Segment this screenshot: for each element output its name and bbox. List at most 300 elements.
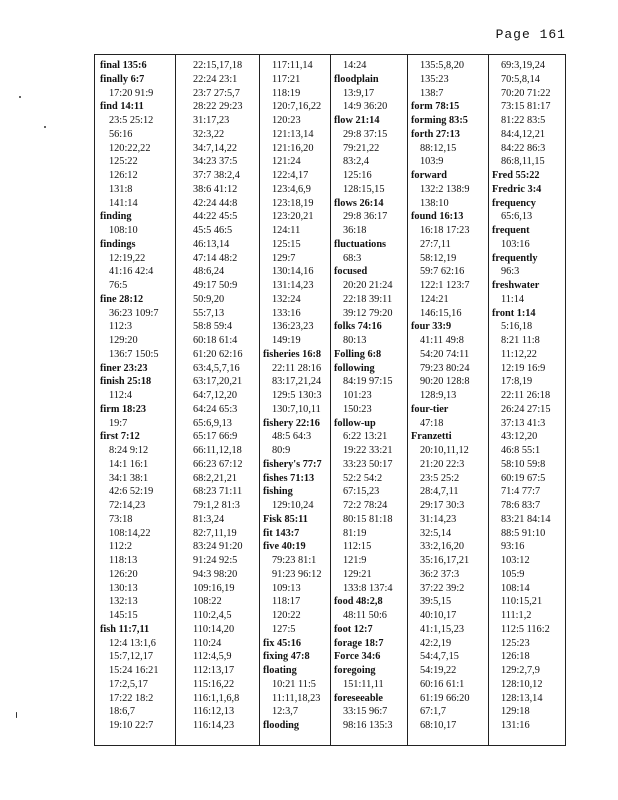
index-reference: 32:3,22	[193, 128, 225, 140]
index-reference: 108:14,22	[109, 527, 151, 539]
scan-speck	[19, 96, 21, 98]
index-reference: 12:3,7	[272, 706, 299, 718]
index-reference: 28:4,7,11	[420, 486, 459, 498]
index-heading: find 14:11	[100, 101, 144, 113]
index-reference: 79:23 80:24	[420, 362, 470, 374]
index-heading: final 135:6	[100, 60, 147, 71]
index-reference: 121:13,14	[272, 128, 314, 140]
index-heading: focused	[334, 266, 368, 278]
index-reference: 141:14	[109, 197, 138, 209]
index-reference: 118:13	[109, 555, 138, 566]
index-reference: 15:24 16:21	[109, 665, 159, 676]
index-reference: 110:14,20	[193, 623, 235, 635]
index-reference: 129:20	[109, 335, 138, 346]
index-reference: 110:2,4,5	[193, 610, 232, 621]
index-reference: 46:8 55:1	[501, 445, 541, 456]
index-heading: floodplain	[334, 73, 379, 85]
index-reference: 64:24 65:3	[193, 403, 238, 415]
index-reference: 42:2,19	[420, 637, 452, 649]
index-reference: 69:3,19,24	[501, 60, 546, 71]
index-reference: 146:15,16	[420, 307, 462, 319]
index-reference: 29:8 37:15	[343, 128, 388, 140]
index-reference: 39:5,15	[420, 596, 452, 608]
index-reference: 129:7	[272, 252, 296, 264]
index-reference: 41:1,15,23	[420, 623, 465, 635]
index-reference: 126:20	[109, 568, 138, 580]
index-reference: 128:9,13	[420, 390, 457, 401]
index-reference: 103:12	[501, 555, 530, 566]
index-reference: 112:5 116:2	[501, 623, 550, 635]
index-reference: 6:22 13:21	[343, 431, 388, 443]
index-reference: 123:20,21	[272, 211, 314, 223]
index-heading: finish 25:18	[100, 376, 152, 388]
index-reference: 28:22 29:23	[193, 101, 243, 113]
index-reference: 112:4,5,9	[193, 651, 232, 663]
index-reference: 27:7,11	[420, 238, 451, 250]
index-reference: 8:21 11:8	[501, 335, 540, 346]
index-reference: 15:7,12,17	[109, 651, 154, 663]
index-heading: Folling 6:8	[334, 348, 382, 360]
index-reference: 23:5 25:12	[109, 115, 154, 126]
index-reference: 110:24	[193, 637, 222, 649]
index-reference: 61:19 66:20	[420, 692, 470, 704]
index-reference: 68:10,17	[420, 720, 457, 731]
index-reference: 108:10	[109, 225, 138, 236]
index-reference: 71:4 77:7	[501, 486, 541, 498]
index-column-5	[411, 59, 487, 733]
index-reference: 81:19	[343, 527, 367, 539]
index-reference: 123:18,19	[272, 197, 314, 209]
index-reference: 98:16 135:3	[343, 720, 393, 731]
index-reference: 136:7 150:5	[109, 348, 159, 360]
index-reference: 48:5 64:3	[272, 431, 312, 443]
index-reference: 128:15,15	[343, 183, 385, 195]
index-reference: 11:11,18,23	[272, 692, 321, 704]
index-reference: 125:22	[109, 156, 138, 168]
index-reference: 36:23 109:7	[109, 307, 159, 319]
index-reference: 138:10	[420, 197, 449, 209]
index-reference: 130:13	[109, 582, 138, 594]
index-reference: 109:13	[272, 582, 301, 594]
index-reference: 60:16 61:1	[420, 678, 465, 690]
index-reference: 73:15 81:17	[501, 101, 551, 113]
index-reference: 117:21	[272, 73, 301, 85]
index-heading: four 33:9	[411, 321, 452, 333]
index-reference: 13:9,17	[343, 87, 375, 99]
index-reference: 60:18 61:4	[193, 335, 238, 346]
index-reference: 64:7,12,20	[193, 390, 238, 401]
index-reference: 14:1 16:1	[109, 458, 149, 470]
index-reference: 68:23 71:11	[193, 486, 243, 498]
index-reference: 21:20 22:3	[420, 458, 465, 470]
index-reference: 130:7,10,11	[272, 403, 321, 415]
index-column-2	[184, 59, 258, 733]
index-heading: frequent	[492, 225, 530, 236]
index-heading: flows 26:14	[334, 197, 384, 209]
index-reference: 145:15	[109, 610, 138, 621]
index-reference: 65:6,9,13	[193, 417, 232, 429]
index-reference: 149:19	[272, 335, 301, 346]
index-reference: 91:24 92:5	[193, 555, 238, 566]
index-reference: 19:7	[109, 417, 128, 429]
index-heading: follow-up	[334, 417, 376, 429]
index-heading: forage 18:7	[334, 637, 384, 649]
index-heading: frequently	[492, 252, 538, 264]
index-reference: 29:17 30:3	[420, 500, 465, 511]
index-reference: 93:16	[501, 541, 525, 553]
index-heading: finally 6:7	[100, 73, 145, 85]
index-reference: 118:19	[272, 87, 301, 99]
index-reference: 131:14,23	[272, 280, 314, 291]
index-reference: 116:12,13	[193, 706, 235, 718]
index-reference: 58:10 59:8	[501, 458, 546, 470]
index-reference: 61:20 62:16	[193, 348, 243, 360]
index-heading: fishing	[263, 486, 293, 498]
index-reference: 91:23 96:12	[272, 568, 322, 580]
index-heading: fishery 22:16	[263, 417, 320, 429]
index-reference: 90:20 128:8	[420, 376, 470, 388]
index-reference: 22:24 23:1	[193, 73, 238, 85]
index-reference: 108:22	[193, 596, 222, 608]
index-reference: 17:20 91:9	[109, 87, 154, 99]
index-reference: 132:2 138:9	[420, 183, 470, 195]
index-reference: 49:17 50:9	[193, 280, 238, 291]
index-reference: 129:2,7,9	[501, 665, 540, 676]
index-heading: firm 18:23	[100, 403, 147, 415]
index-reference: 50:9,20	[193, 293, 225, 305]
index-heading: Force 34:6	[334, 651, 381, 663]
index-reference: 120:7,16,22	[272, 101, 322, 113]
index-reference: 72:2 78:24	[343, 500, 388, 511]
index-reference: 29:8 36:17	[343, 211, 388, 223]
index-reference: 41:11 49:8	[420, 335, 464, 346]
scan-speck	[16, 712, 17, 718]
index-reference: 112:15	[343, 541, 372, 553]
index-reference: 5:16,18	[501, 321, 533, 333]
index-reference: 34:23 37:5	[193, 156, 238, 168]
index-reference: 11:14	[501, 293, 525, 305]
index-reference: 22:15,17,18	[193, 60, 243, 71]
index-reference: 22:18 39:11	[343, 293, 393, 305]
index-heading: found 16:13	[411, 211, 464, 223]
index-reference: 37:22 39:2	[420, 582, 465, 594]
index-reference: 133:16	[272, 307, 301, 319]
index-heading: Fisk 85:11	[263, 513, 308, 525]
index-reference: 20:20 21:24	[343, 280, 393, 291]
index-column-4	[334, 59, 406, 733]
index-heading: following	[334, 362, 375, 374]
index-heading: foregoing	[334, 665, 376, 676]
index-reference: 112:2	[109, 541, 133, 553]
index-reference: 86:8,11,15	[501, 156, 545, 168]
index-heading: Fred 55:22	[492, 170, 540, 181]
index-reference: 150:23	[343, 403, 372, 415]
index-reference: 129:5 130:3	[272, 390, 322, 401]
index-reference: 125:16	[343, 170, 372, 181]
index-reference: 11:12,22	[501, 348, 537, 360]
index-heading: folks 74:16	[334, 321, 382, 333]
index-reference: 124:21	[420, 293, 449, 305]
index-reference: 138:7	[420, 87, 444, 99]
index-reference: 132:24	[272, 293, 301, 305]
index-reference: 135:5,8,20	[420, 60, 465, 71]
index-reference: 136:23,23	[272, 321, 314, 333]
index-heading: four-tier	[411, 403, 449, 415]
index-reference: 79:1,2 81:3	[193, 500, 240, 511]
index-reference: 126:12	[109, 170, 138, 181]
index-table	[94, 54, 566, 746]
index-reference: 83:17,21,24	[272, 376, 322, 388]
index-reference: 129:21	[343, 568, 372, 580]
index-reference: 83:24 91:20	[193, 541, 243, 553]
column-divider	[259, 55, 260, 745]
index-reference: 33:23 50:17	[343, 458, 393, 470]
index-reference: 42:6 52:19	[109, 486, 154, 498]
index-reference: 8:24 9:12	[109, 445, 149, 456]
index-reference: 103:16	[501, 238, 530, 250]
index-reference: 63:17,20,21	[193, 376, 243, 388]
index-reference: 76:5	[109, 280, 128, 291]
index-reference: 135:23	[420, 73, 449, 85]
index-reference: 20:10,11,12	[420, 445, 469, 456]
index-reference: 12:4 13:1,6	[109, 637, 156, 649]
index-reference: 79:21,22	[343, 142, 380, 154]
index-heading: Franzetti	[411, 431, 452, 443]
index-heading: foreseeable	[334, 692, 383, 704]
index-heading: forth 27:13	[411, 128, 460, 140]
index-reference: 33:2,16,20	[420, 541, 465, 553]
index-reference: 79:23 81:1	[272, 555, 317, 566]
index-reference: 66:23 67:12	[193, 458, 243, 470]
index-reference: 105:9	[501, 568, 525, 580]
index-reference: 59:7 62:16	[420, 266, 465, 278]
index-reference: 36:2 37:3	[420, 568, 460, 580]
index-reference: 103:9	[420, 156, 444, 168]
index-reference: 133:8 137:4	[343, 582, 393, 594]
index-reference: 66:11,12,18	[193, 445, 242, 456]
index-reference: 128:10,12	[501, 678, 543, 690]
index-reference: 94:3 98:20	[193, 568, 238, 580]
index-reference: 32:5,14	[420, 527, 452, 539]
index-reference: 48:6,24	[193, 266, 225, 278]
index-reference: 101:23	[343, 390, 372, 401]
index-heading: fishes 71:13	[263, 472, 315, 484]
index-reference: 17:8,19	[501, 376, 533, 388]
index-reference: 58:8 59:4	[193, 321, 233, 333]
index-reference: 54:20 74:11	[420, 348, 470, 360]
index-reference: 131:16	[501, 720, 530, 731]
index-reference: 129:10,24	[272, 500, 314, 511]
index-heading: fish 11:7,11	[100, 623, 150, 635]
index-reference: 108:14	[501, 582, 530, 594]
index-reference: 70:20 71:22	[501, 87, 551, 99]
index-reference: 19:22 33:21	[343, 445, 393, 456]
index-reference: 23:5 25:2	[420, 472, 460, 484]
index-heading: five 40:19	[263, 541, 306, 553]
index-heading: floating	[263, 665, 297, 676]
index-reference: 17:22 18:2	[109, 692, 154, 704]
index-heading: forming 83:5	[411, 115, 468, 126]
index-reference: 151:11,11	[343, 678, 384, 690]
index-reference: 38:6 41:12	[193, 183, 238, 195]
index-reference: 115:16,22	[193, 678, 235, 690]
index-heading: finding	[100, 211, 132, 223]
index-reference: 16:18 17:23	[420, 225, 470, 236]
index-reference: 58:12,19	[420, 252, 457, 264]
index-reference: 110:15,21	[501, 596, 543, 608]
index-reference: 82:7,11,19	[193, 527, 237, 539]
index-reference: 88:5 91:10	[501, 527, 546, 539]
index-reference: 31:17,23	[193, 115, 230, 126]
index-reference: 81:3,24	[193, 513, 225, 525]
index-reference: 18:6,7	[109, 706, 136, 718]
index-reference: 67:15,23	[343, 486, 380, 498]
index-reference: 31:14,23	[420, 513, 457, 525]
index-reference: 130:14,16	[272, 266, 314, 278]
index-column-3	[263, 59, 329, 733]
index-reference: 48:11 50:6	[343, 610, 387, 621]
index-reference: 116:14,23	[193, 720, 235, 731]
index-reference: 37:7 38:2,4	[193, 170, 240, 181]
index-heading: Fredric 3:4	[492, 183, 542, 195]
index-reference: 70:5,8,14	[501, 73, 540, 85]
page-number: Page 161	[495, 27, 566, 42]
column-divider	[407, 55, 408, 745]
index-reference: 84:4,12,21	[501, 128, 546, 140]
column-divider	[330, 55, 331, 745]
index-heading: fit 143:7	[263, 527, 300, 539]
index-reference: 12:19,22	[109, 252, 146, 264]
index-reference: 111:1,2	[501, 610, 532, 621]
index-reference: 126:18	[501, 651, 530, 663]
index-reference: 14:24	[343, 60, 367, 71]
index-reference: 112:3	[109, 321, 133, 333]
index-heading: fix 45:16	[263, 637, 302, 649]
index-reference: 96:3	[501, 266, 520, 278]
index-reference: 47:18	[420, 417, 444, 429]
index-reference: 122:1 123:7	[420, 280, 470, 291]
index-reference: 109:16,19	[193, 582, 235, 594]
index-reference: 60:19 67:5	[501, 472, 546, 484]
index-heading: findings	[100, 238, 136, 250]
index-reference: 127:5	[272, 623, 296, 635]
index-reference: 22:11 28:16	[272, 362, 322, 374]
index-heading: front 1:14	[492, 307, 536, 319]
index-reference: 124:11	[272, 225, 301, 236]
index-reference: 56:16	[109, 128, 133, 140]
index-reference: 45:5 46:5	[193, 225, 233, 236]
index-reference: 68:2,21,21	[193, 472, 238, 484]
index-reference: 22:11 26:18	[501, 390, 551, 401]
index-reference: 33:15 96:7	[343, 706, 388, 718]
index-reference: 128:13,14	[501, 692, 543, 704]
scan-speck	[44, 126, 46, 128]
index-heading: freshwater	[492, 280, 540, 291]
index-reference: 36:18	[343, 225, 367, 236]
index-reference: 72:14,23	[109, 500, 146, 511]
index-reference: 123:4,6,9	[272, 183, 311, 195]
index-reference: 65:17 66:9	[193, 431, 238, 443]
index-reference: 120:22,22	[109, 142, 151, 154]
index-reference: 117:11,14	[272, 60, 313, 71]
index-heading: fine 28:12	[100, 293, 144, 305]
index-reference: 41:16 42:4	[109, 266, 154, 278]
index-reference: 10:21 11:5	[272, 678, 316, 690]
index-reference: 132:13	[109, 596, 138, 608]
index-reference: 118:17	[272, 596, 301, 608]
index-reference: 81:22 83:5	[501, 115, 546, 126]
index-reference: 68:3	[343, 252, 362, 264]
index-reference: 88:12,15	[420, 142, 457, 154]
index-reference: 23:7 27:5,7	[193, 87, 240, 99]
index-reference: 122:4,17	[272, 170, 309, 181]
index-heading: frequency	[492, 197, 536, 209]
index-reference: 46:13,14	[193, 238, 230, 250]
index-heading: finer 23:23	[100, 362, 148, 374]
index-reference: 84:19 97:15	[343, 376, 393, 388]
index-reference: 73:18	[109, 513, 133, 525]
index-reference: 112:13,17	[193, 665, 235, 676]
index-reference: 42:24 44:8	[193, 197, 238, 209]
index-heading: flow 21:14	[334, 115, 380, 126]
index-heading: first 7:12	[100, 431, 140, 443]
index-reference: 39:12 79:20	[343, 307, 393, 319]
index-reference: 129:18	[501, 706, 530, 718]
index-reference: 43:12,20	[501, 431, 538, 443]
index-reference: 121:16,20	[272, 142, 314, 154]
index-heading: fisheries 16:8	[263, 348, 322, 360]
index-reference: 17:2,5,17	[109, 678, 148, 690]
index-reference: 125:23	[501, 637, 530, 649]
index-reference: 67:1,7	[420, 706, 447, 718]
index-reference: 52:2 54:2	[343, 472, 383, 484]
index-reference: 54:4,7,15	[420, 651, 459, 663]
index-reference: 83:2,4	[343, 156, 370, 168]
index-reference: 80:13	[343, 335, 367, 346]
index-reference: 125:15	[272, 238, 301, 250]
index-heading: flooding	[263, 720, 300, 731]
index-heading: fishery's 77:7	[263, 458, 322, 470]
index-reference: 26:24 27:15	[501, 403, 551, 415]
index-reference: 44:22 45:5	[193, 211, 238, 223]
index-reference: 19:10 22:7	[109, 720, 154, 731]
index-reference: 40:10,17	[420, 610, 457, 621]
index-column-6	[492, 59, 566, 733]
index-reference: 78:6 83:7	[501, 500, 541, 511]
index-heading: form 78:15	[411, 101, 460, 113]
index-reference: 80:15 81:18	[343, 513, 393, 525]
index-reference: 55:7,13	[193, 307, 225, 319]
index-reference: 65:6,13	[501, 211, 533, 223]
index-reference: 34:7,14,22	[193, 142, 238, 154]
index-reference: 63:4,5,7,16	[193, 362, 240, 374]
index-reference: 112:4	[109, 390, 133, 401]
index-reference: 14:9 36:20	[343, 101, 388, 113]
column-divider	[488, 55, 489, 745]
column-divider	[175, 55, 176, 745]
index-reference: 120:22	[272, 610, 301, 621]
index-heading: fixing 47:8	[263, 651, 310, 663]
index-reference: 84:22 86:3	[501, 142, 546, 154]
index-reference: 83:21 84:14	[501, 513, 551, 525]
index-column-1	[100, 59, 174, 733]
index-reference: 34:1 38:1	[109, 472, 149, 484]
index-heading: foot 12:7	[334, 623, 373, 635]
index-heading: food 48:2,8	[334, 596, 383, 608]
index-reference: 12:19 16:9	[501, 362, 546, 374]
index-reference: 35:16,17,21	[420, 555, 470, 566]
index-reference: 121:9	[343, 555, 367, 566]
